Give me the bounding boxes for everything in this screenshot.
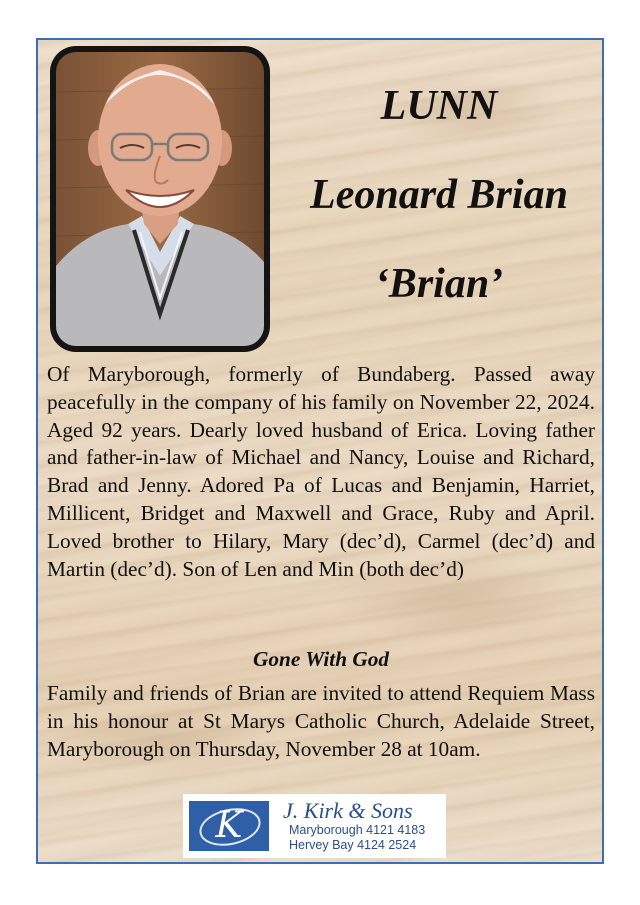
death-notice — [36, 38, 604, 864]
known-as: ‘Brian’ — [374, 261, 504, 307]
funeral-director-logo — [183, 794, 446, 858]
motto: Gone With God — [252, 647, 390, 671]
phone-maryborough: Maryborough 4121 4183 — [289, 823, 426, 837]
portrait-photo — [56, 52, 264, 346]
surname: LUNN — [380, 83, 498, 129]
deceased-name — [274, 82, 604, 309]
notice-paragraph: Of Maryborough, formerly of Bundaberg. Passed away peacefully in the company of his family on November 22, 2024. Aged 92 years. Dearly loved husband of Erica. Loving father and father-in-law of Michael and Nancy, Louise and Richard, Brad and Jenny. Adored Pa of Lucas and Benjamin, Harriet, Millicent, Bridget and Maxwell and Grace, Ruby and April. Loved brother to Hilary, Mary (dec’d), Carmel (dec’d) and Martin (dec’d). Son of Len and Min (both dec’d) — [47, 362, 595, 581]
monogram-letter: K — [215, 805, 243, 846]
phone-hervey-bay: Hervey Bay 4124 2524 — [289, 838, 417, 852]
funeral-director-details — [283, 799, 425, 853]
monogram-icon — [189, 801, 269, 851]
funeral-director-name: J. Kirk & Sons — [283, 798, 413, 823]
service-details: Family and friends of Brian are invited to attend Requiem Mass in his honour at St Marys Catholic Church, Adelaide Street, Maryborough on Thursday, November 28 at 10am. — [47, 681, 595, 761]
portrait-frame — [50, 46, 270, 352]
given-names: Leonard Brian — [310, 172, 568, 218]
